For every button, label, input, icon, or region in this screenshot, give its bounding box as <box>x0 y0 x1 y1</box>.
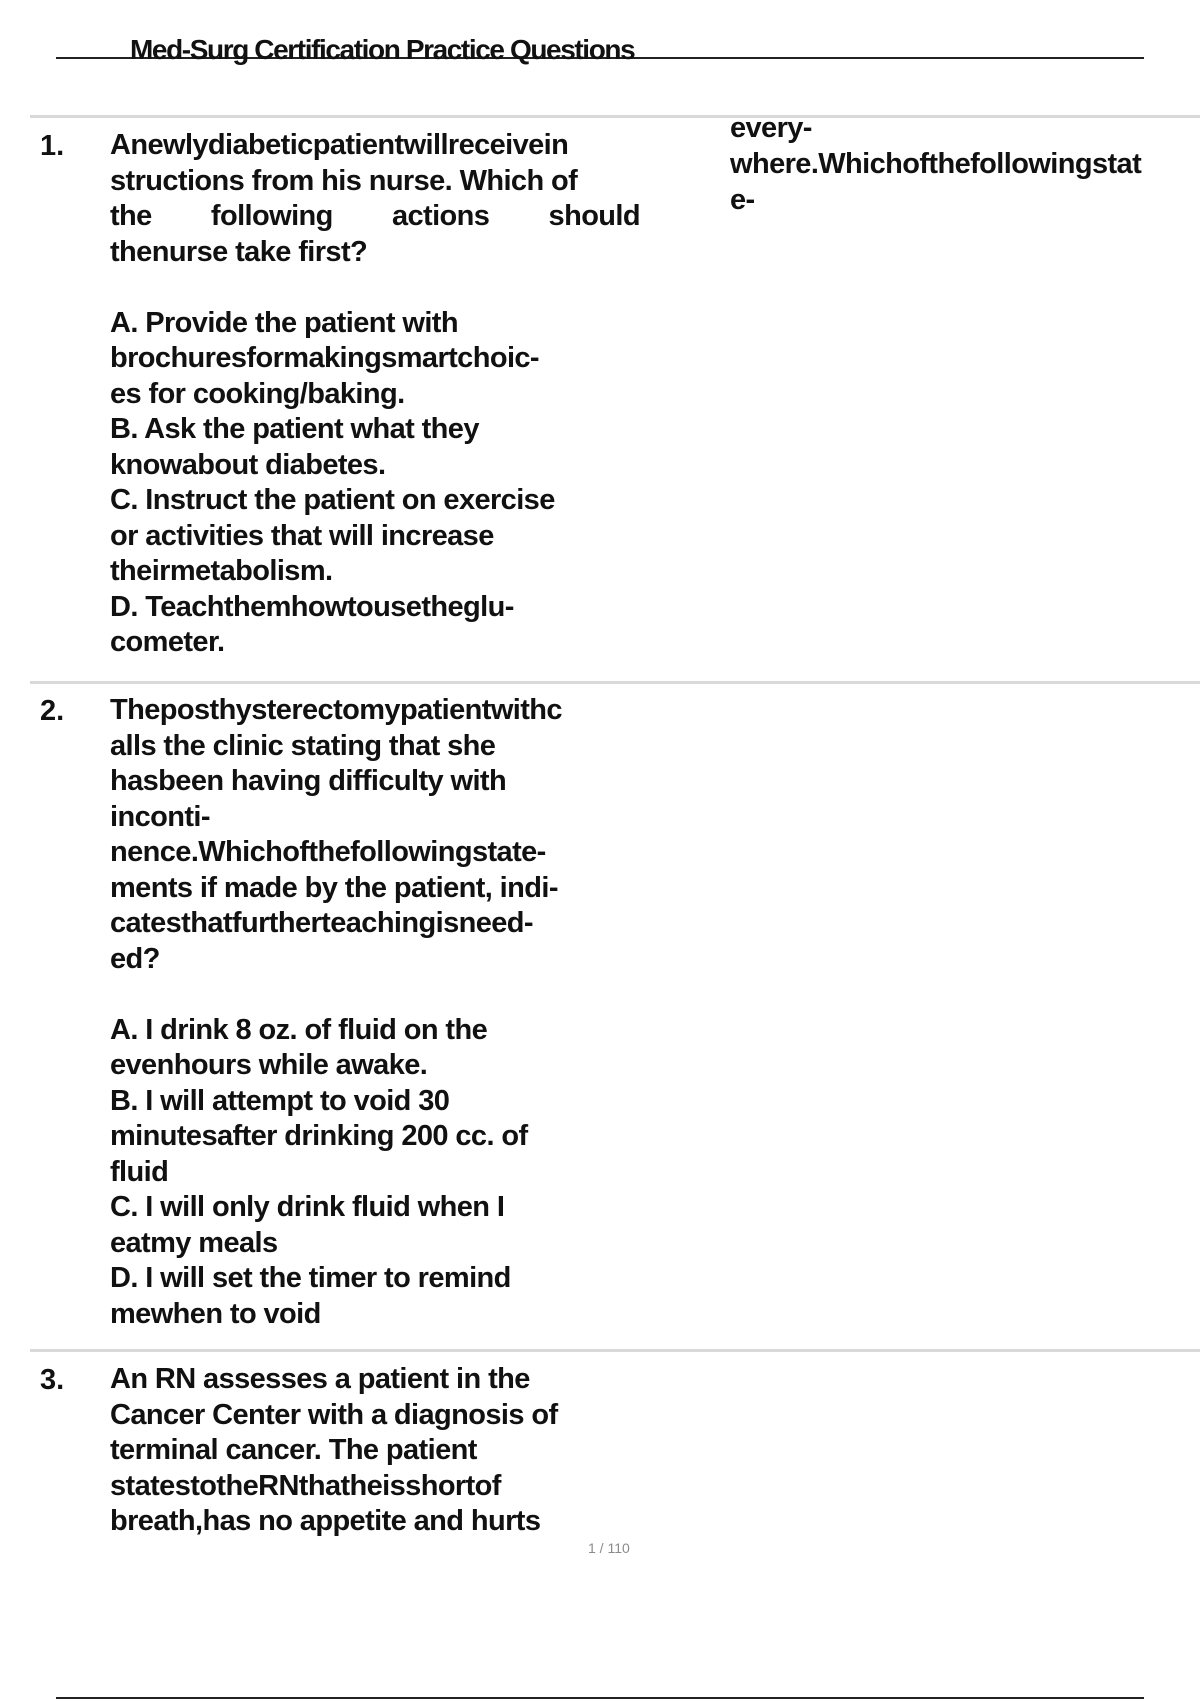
question-stem-line: ed? <box>110 942 160 975</box>
right-column-line: where.Whichofthefollowingstat <box>730 148 1142 180</box>
question-stem-line: nence.Whichofthefollowingstate- <box>110 836 546 868</box>
question-stem-line: Theposthysterectomypatientwithc <box>110 694 562 726</box>
answer-option-line: D. I will set the timer to remind <box>110 1262 511 1294</box>
question-number: 2. <box>40 695 65 727</box>
question-number: 1. <box>40 130 65 162</box>
answer-option-line: evenhours while awake. <box>110 1049 428 1081</box>
answer-option-line: D. Teachthemhowtousetheglu- <box>110 590 514 623</box>
question-2 <box>110 693 650 1332</box>
right-column-line: e- <box>730 184 755 216</box>
question-stem-line: hasbeen having difficulty with <box>110 765 507 797</box>
answer-option-line: es for cooking/baking. <box>110 377 405 410</box>
row-divider <box>30 681 1200 684</box>
answer-option-line: C. I will only drink fluid when I <box>110 1191 505 1223</box>
answer-option-line: eatmy meals <box>110 1226 278 1259</box>
answer-option-line: B. Ask the patient what they <box>110 413 479 445</box>
question-stem-line: structions from his nurse. Which of <box>110 164 578 197</box>
question-stem-line: terminal cancer. The patient <box>110 1434 477 1466</box>
answer-option-line: brochuresformakingsmartchoic- <box>110 342 539 374</box>
question-stem-line: Cancer Center with a diagnosis of <box>110 1398 558 1431</box>
answer-option-line: minutesafter drinking 200 cc. of <box>110 1120 528 1152</box>
answer-option-line: A. I drink 8 oz. of fluid on the <box>110 1013 488 1046</box>
answer-option-line: or activities that will increase <box>110 519 494 552</box>
answer-option-line: mewhen to void <box>110 1297 321 1330</box>
question-stem-line: catesthatfurtherteachingisneed- <box>110 907 533 939</box>
answer-option-line: B. I will attempt to void 30 <box>110 1084 450 1117</box>
question-stem-line: ments if made by the patient, indi- <box>110 871 558 904</box>
answer-option-line: A. Provide the patient with <box>110 306 458 339</box>
question-stem-line: thenurse take first? <box>110 235 368 268</box>
question-stem-line: breath,has no appetite and hurts <box>110 1505 541 1537</box>
question-stem-line: An RN assesses a patient in the <box>110 1363 530 1395</box>
footer-rule <box>56 1697 1144 1699</box>
page-title: Med-Surg Certification Practice Questions <box>130 34 635 65</box>
page-number: 1 / 110 <box>588 1540 630 1556</box>
question-stem-line: the following actions should <box>110 200 640 232</box>
question-stem-line: inconti- <box>110 800 210 833</box>
answer-option-line: theirmetabolism. <box>110 555 333 587</box>
question-stem-line: alls the clinic stating that she <box>110 729 496 762</box>
question-number: 3. <box>40 1364 65 1396</box>
right-column-line: every- <box>730 112 812 144</box>
question-stem-line: Anewlydiabeticpatientwillreceivein <box>110 129 569 161</box>
answer-option-line: C. Instruct the patient on exercise <box>110 484 555 516</box>
answer-option-line: cometer. <box>110 626 225 658</box>
question-stem-line: statestotheRNthatheisshortof <box>110 1469 501 1502</box>
question-3 <box>110 1362 650 1540</box>
question-1 <box>110 128 650 661</box>
right-column-text <box>730 110 1200 218</box>
answer-option-line: fluid <box>110 1155 169 1188</box>
answer-option-line: knowabout diabetes. <box>110 448 386 481</box>
row-divider <box>30 1349 1200 1352</box>
